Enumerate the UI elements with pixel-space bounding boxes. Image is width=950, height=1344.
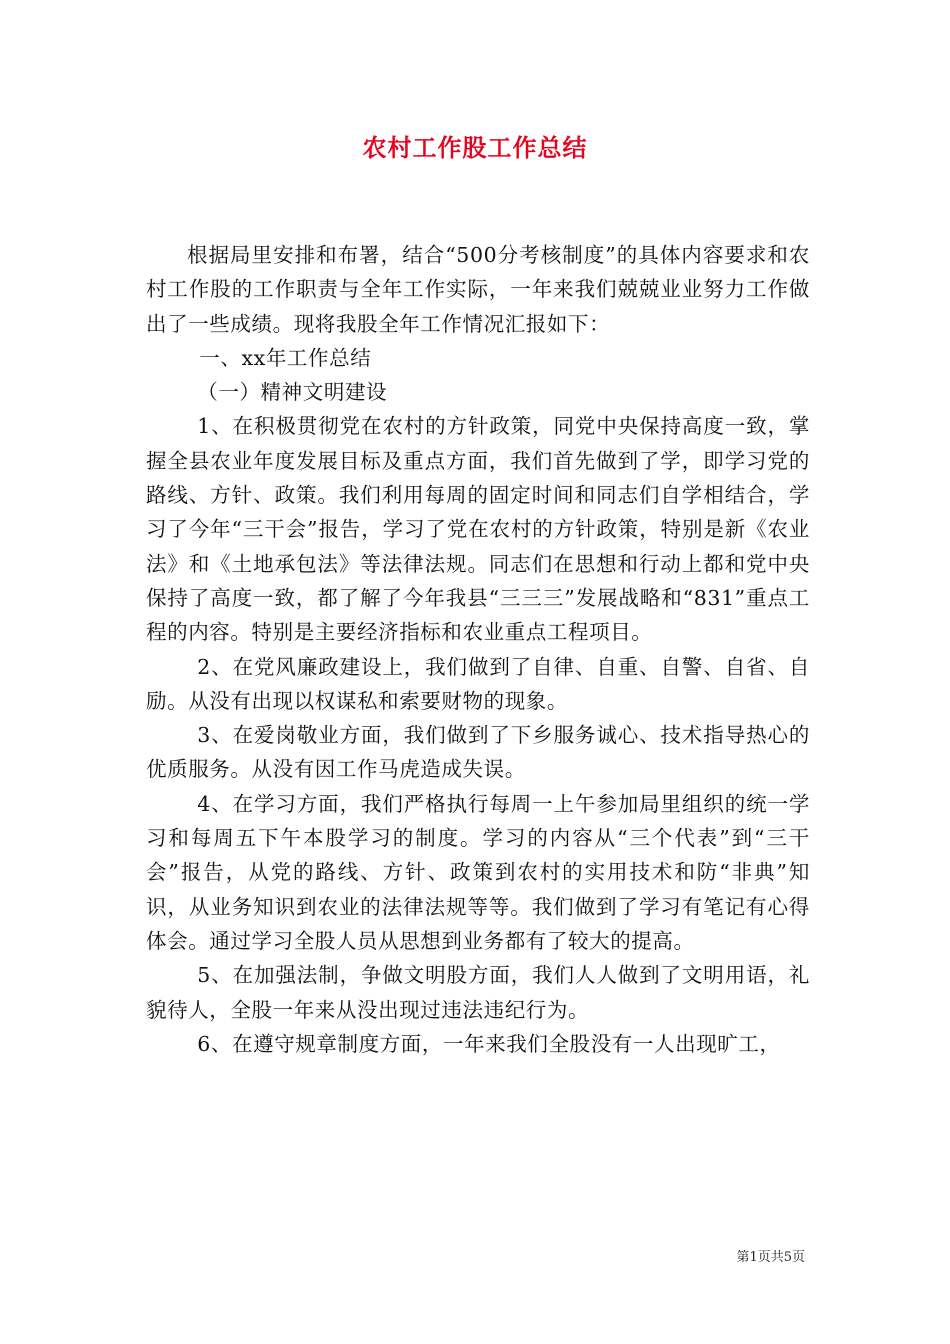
- body-paragraph-3: 3、在爱岗敬业方面，我们做到了下乡服务诚心、技术指导热心的优质服务。从没有因工作马虎造成失误。: [146, 723, 810, 782]
- body-paragraph-6: 6、在遵守规章制度方面，一年来我们全股没有一人出现旷工，: [197, 1031, 781, 1056]
- body-paragraph-1: 1、在积极贯彻党在农村的方针政策，同党中央保持高度一致，掌握全县农业年度发展目标及重点方面，我们首先做到了学，即学习党的路线、方针、政策。我们利用每周的固定时间和同志们自学相结合，学习了今年“三干会”报告，学习了党在农村的方针政策，特别是新《农业法》和《土地承包法》等法律法规。同志们在思想和行动上都和党中央保持了高度一致，都了解了今年我县“三三三”发展战略和“831”重点工程的内容。特别是主要经济指标和农业重点工程项目。: [146, 414, 810, 645]
- body-paragraph-5: 5、在加强法制，争做文明股方面，我们人人做到了文明用语，礼貌待人，全股一年来从没出现过违法违纪行为。: [146, 963, 810, 1022]
- intro-paragraph: 根据局里安排和布署，结合“500分考核制度”的具体内容要求和农村工作股的工作职责与全年工作实际，一年来我们兢兢业业努力工作做出了一些成绩。现将我股全年工作情况汇报如下：: [146, 243, 810, 336]
- page-number-footer: 第1页共5页: [736, 1250, 805, 1265]
- document-title: 农村工作股工作总结: [362, 133, 588, 162]
- subsection-heading-1: （一）精神文明建设: [197, 380, 388, 405]
- body-paragraph-4: 4、在学习方面，我们严格执行每周一上午参加局里组织的统一学习和每周五下午本股学习的制度。学习的内容从“三个代表”到“三干会”报告，从党的路线、方针、政策到农村的实用技术和防“非典”知识，从业务知识到农业的法律法规等等。我们做到了学习有笔记有心得体会。通过学习全股人员从思想到业务都有了较大的提高。: [146, 791, 810, 953]
- body-paragraph-2: 2、在党风廉政建设上，我们做到了自律、自重、自警、自省、自励。从没有出现以权谋私和索要财物的现象。: [146, 654, 810, 713]
- section-heading-1: 一、xx年工作总结: [199, 345, 372, 370]
- document-body: [146, 238, 810, 1061]
